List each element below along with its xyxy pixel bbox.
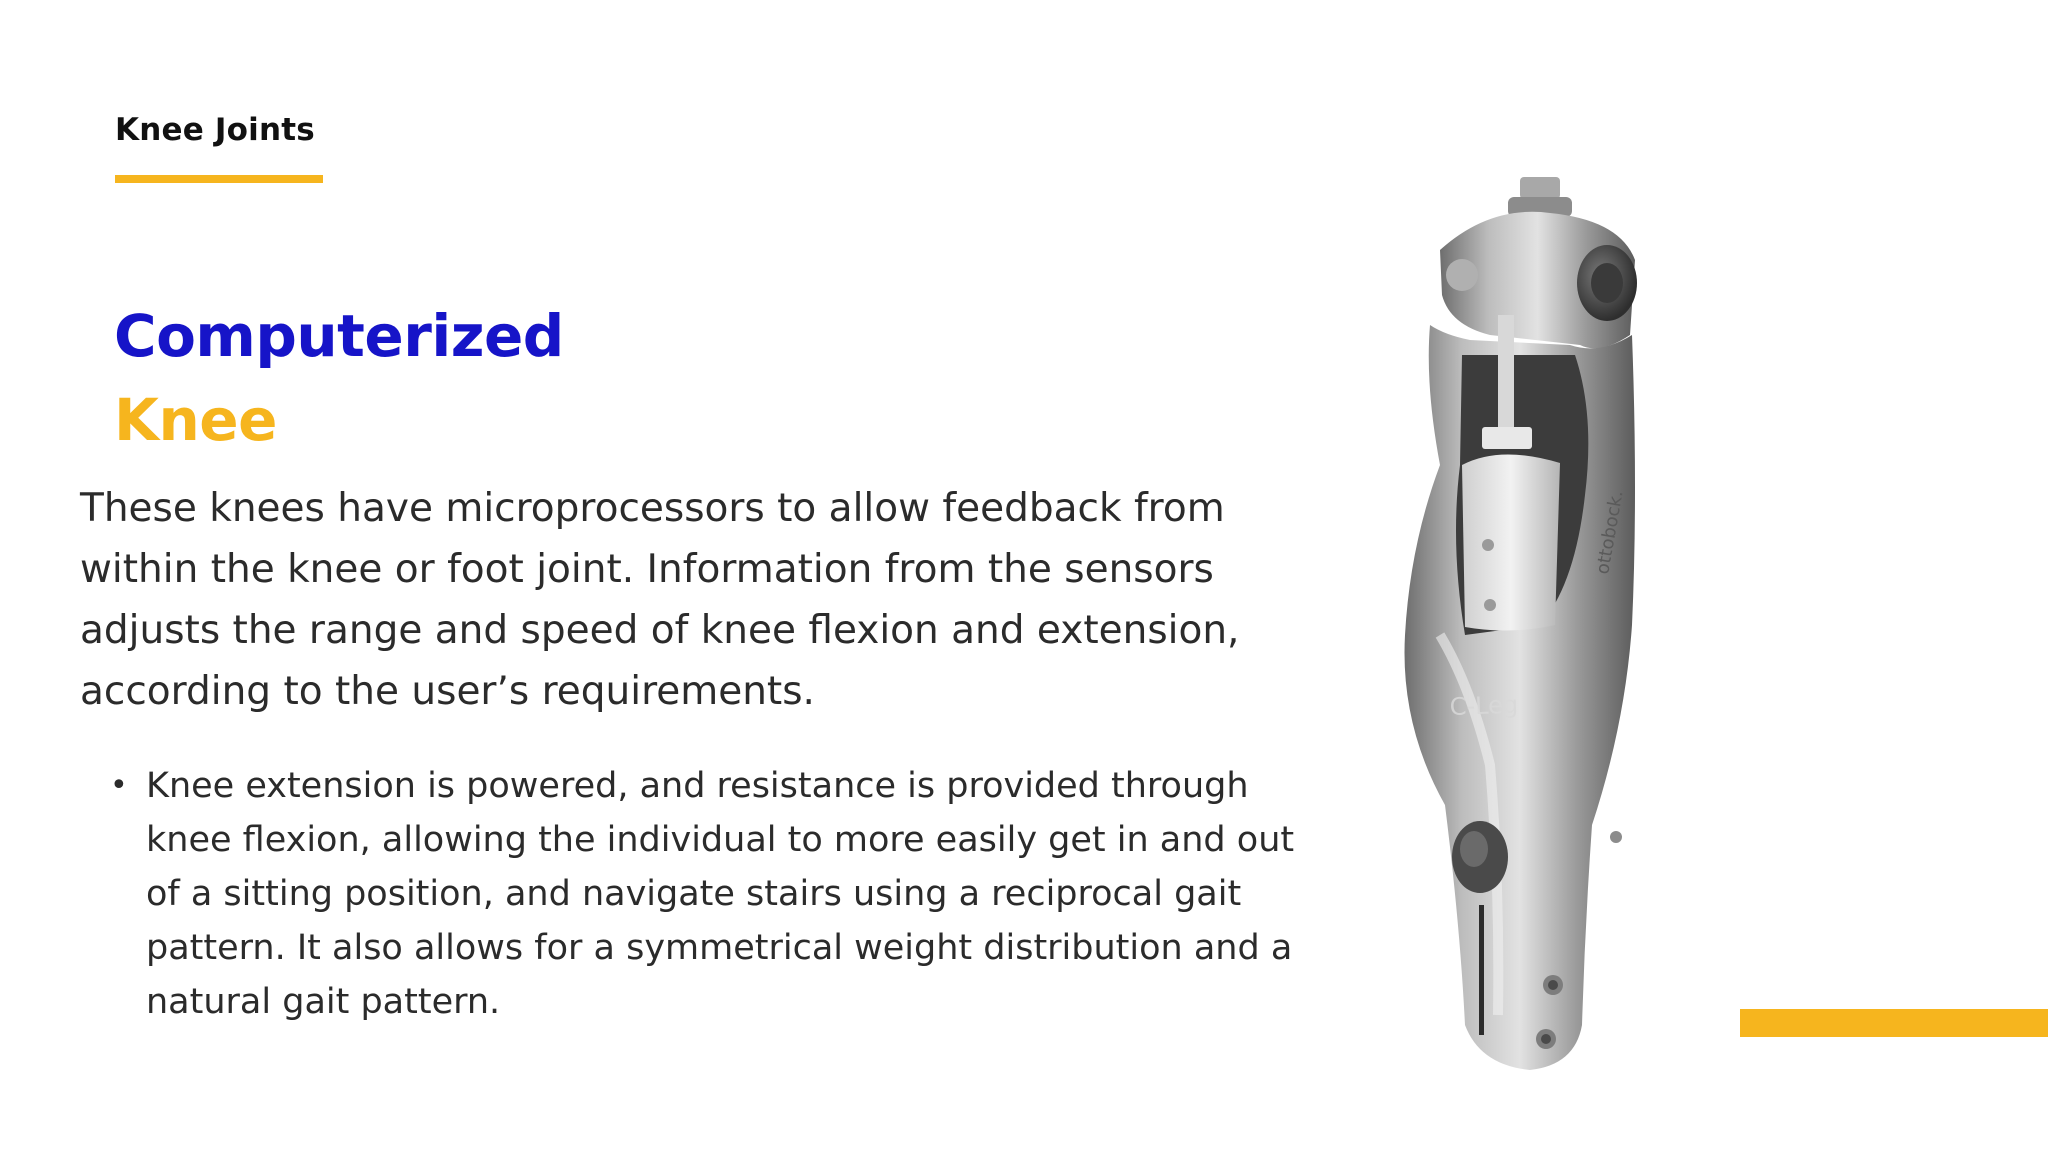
section-underline: [115, 175, 323, 183]
model-mark: C-Leg: [1449, 690, 1519, 721]
slide-title-secondary: Knee: [114, 386, 277, 454]
bullet-text: Knee extension is powered, and resistance is provided through knee flexion, allowing the individual to more easily get in and out of a sitting position, and navigate stairs using a reciprocal gait pattern. It also allows for a symmetrical weight distribution and a natural gait pattern.: [146, 766, 1295, 1022]
section-label: Knee Joints: [115, 112, 315, 148]
bullet-list: [110, 759, 1326, 1029]
slide-title-primary: Computerized: [114, 302, 564, 370]
prosthetic-knee-image: [1370, 165, 1700, 1085]
intro-paragraph: These knees have microprocessors to allow feedback from within the knee or foot joint. Information from the sensors adjusts the range and speed of knee flexion and extension, according to the user’s requirements.: [80, 486, 1240, 714]
accent-bar: [1740, 1009, 2048, 1037]
list-item: [110, 759, 1326, 1029]
brand-mark: ottobock.: [1592, 488, 1628, 576]
bullet-dot-icon: •: [110, 768, 128, 803]
